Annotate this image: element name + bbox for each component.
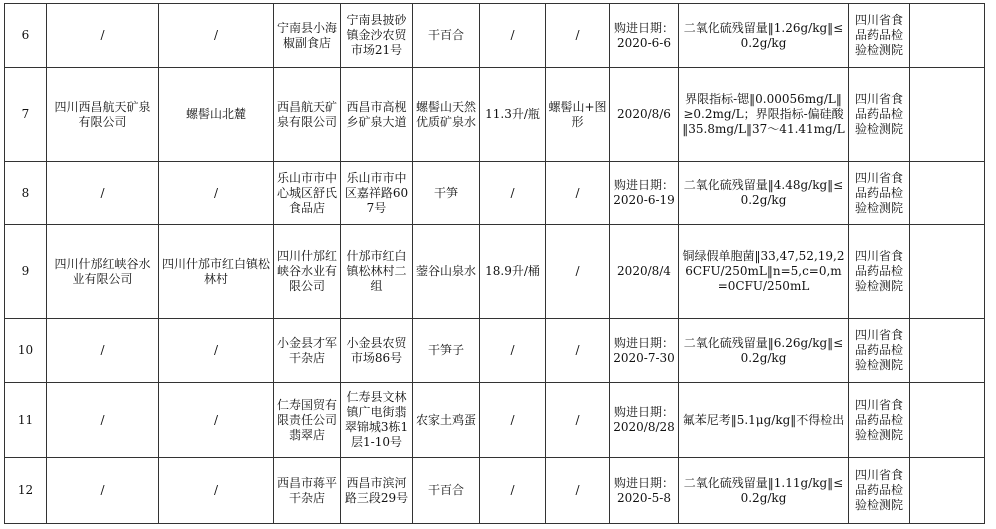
producer-name: / [47, 319, 159, 383]
producer-name: / [47, 458, 159, 524]
seller-name: 小金县才军干杂店 [274, 319, 341, 383]
table-row [5, 225, 985, 319]
failed-item-result: 铜绿假单胞菌‖33,47,52,19,26CFU/250mL‖n=5,c=0,m=0CFU/250mL [679, 225, 849, 319]
brand: / [546, 162, 610, 225]
table-row [5, 162, 985, 225]
note [910, 383, 985, 458]
note [910, 162, 985, 225]
specification: 11.3升/瓶 [480, 68, 546, 162]
table-row [5, 319, 985, 383]
specification: / [480, 319, 546, 383]
specification: / [480, 4, 546, 68]
row-number: 8 [5, 162, 47, 225]
product-name: 干笋子 [413, 319, 480, 383]
seller-address: 西昌市滨河路三段29号 [341, 458, 413, 524]
seller-name: 仁寿国贸有限责任公司翡翠店 [274, 383, 341, 458]
inspection-agency: 四川省食品药品检验检测院 [849, 225, 910, 319]
production-date: 2020/8/6 [610, 68, 679, 162]
inspection-agency: 四川省食品药品检验检测院 [849, 162, 910, 225]
specification: / [480, 162, 546, 225]
producer-name: / [47, 4, 159, 68]
specification: / [480, 458, 546, 524]
failed-item-result: 界限指标-锶‖0.00056mg/L‖≥0.2mg/L；界限指标-偏硅酸‖35.8mg/L‖37～41.41mg/L [679, 68, 849, 162]
table-row [5, 458, 985, 524]
inspection-agency: 四川省食品药品检验检测院 [849, 319, 910, 383]
brand: / [546, 225, 610, 319]
brand: 螺髻山+图形 [546, 68, 610, 162]
product-name: 螺髻山天然优质矿泉水 [413, 68, 480, 162]
product-name: 农家土鸡蛋 [413, 383, 480, 458]
seller-name: 乐山市市中心城区舒氏食品店 [274, 162, 341, 225]
seller-name: 西昌航天矿泉有限公司 [274, 68, 341, 162]
inspection-agency: 四川省食品药品检验检测院 [849, 68, 910, 162]
note [910, 68, 985, 162]
row-number: 6 [5, 4, 47, 68]
production-date: 购进日期：2020-7-30 [610, 319, 679, 383]
producer-name: 四川西昌航天矿泉有限公司 [47, 68, 159, 162]
seller-name: 四川什邡红峡谷水业有限公司 [274, 225, 341, 319]
product-name: 蓥谷山泉水 [413, 225, 480, 319]
producer-name: / [47, 162, 159, 225]
seller-address: 乐山市市中区嘉祥路607号 [341, 162, 413, 225]
product-name: 干百合 [413, 4, 480, 68]
producer-address: / [159, 162, 274, 225]
producer-name: / [47, 383, 159, 458]
production-date: 购进日期：2020-5-8 [610, 458, 679, 524]
producer-address: 四川什邡市红白镇松林村 [159, 225, 274, 319]
failed-item-result: 氟苯尼考‖5.1μg/kg‖不得检出 [679, 383, 849, 458]
note [910, 458, 985, 524]
seller-address: 仁寿县文林镇广电街翡翠锦城3栋1层1-10号 [341, 383, 413, 458]
producer-address: / [159, 4, 274, 68]
row-number: 11 [5, 383, 47, 458]
seller-address: 宁南县披砂镇金沙农贸市场21号 [341, 4, 413, 68]
note [910, 319, 985, 383]
note [910, 225, 985, 319]
failed-item-result: 二氧化硫残留量‖6.26g/kg‖≤0.2g/kg [679, 319, 849, 383]
seller-address: 西昌市高枧乡矿泉大道 [341, 68, 413, 162]
product-name: 干笋 [413, 162, 480, 225]
production-date: 购进日期：2020-6-19 [610, 162, 679, 225]
producer-address: / [159, 383, 274, 458]
failed-item-result: 二氧化硫残留量‖4.48g/kg‖≤0.2g/kg [679, 162, 849, 225]
brand: / [546, 319, 610, 383]
table-row [5, 383, 985, 458]
producer-address: 螺髻山北麓 [159, 68, 274, 162]
row-number: 9 [5, 225, 47, 319]
table-row [5, 4, 985, 68]
failed-item-result: 二氧化硫残留量‖1.26g/kg‖≤0.2g/kg [679, 4, 849, 68]
row-number: 12 [5, 458, 47, 524]
row-number: 10 [5, 319, 47, 383]
brand: / [546, 4, 610, 68]
note [910, 4, 985, 68]
production-date: 购进日期：2020/8/28 [610, 383, 679, 458]
inspection-agency: 四川省食品药品检验检测院 [849, 383, 910, 458]
row-number: 7 [5, 68, 47, 162]
product-name: 干百合 [413, 458, 480, 524]
failed-item-result: 二氧化硫残留量‖1.11g/kg‖≤0.2g/kg [679, 458, 849, 524]
specification: / [480, 383, 546, 458]
seller-name: 西昌市蒋平干杂店 [274, 458, 341, 524]
brand: / [546, 383, 610, 458]
seller-address: 什邡市红白镇松林村二组 [341, 225, 413, 319]
brand: / [546, 458, 610, 524]
producer-address: / [159, 319, 274, 383]
seller-address: 小金县农贸市场86号 [341, 319, 413, 383]
production-date: 购进日期：2020-6-6 [610, 4, 679, 68]
producer-name: 四川什邡红峡谷水业有限公司 [47, 225, 159, 319]
inspection-results-table [4, 3, 985, 524]
inspection-agency: 四川省食品药品检验检测院 [849, 4, 910, 68]
table-row [5, 68, 985, 162]
production-date: 2020/8/4 [610, 225, 679, 319]
producer-address: / [159, 458, 274, 524]
specification: 18.9升/桶 [480, 225, 546, 319]
inspection-agency: 四川省食品药品检验检测院 [849, 458, 910, 524]
seller-name: 宁南县小海椒副食店 [274, 4, 341, 68]
